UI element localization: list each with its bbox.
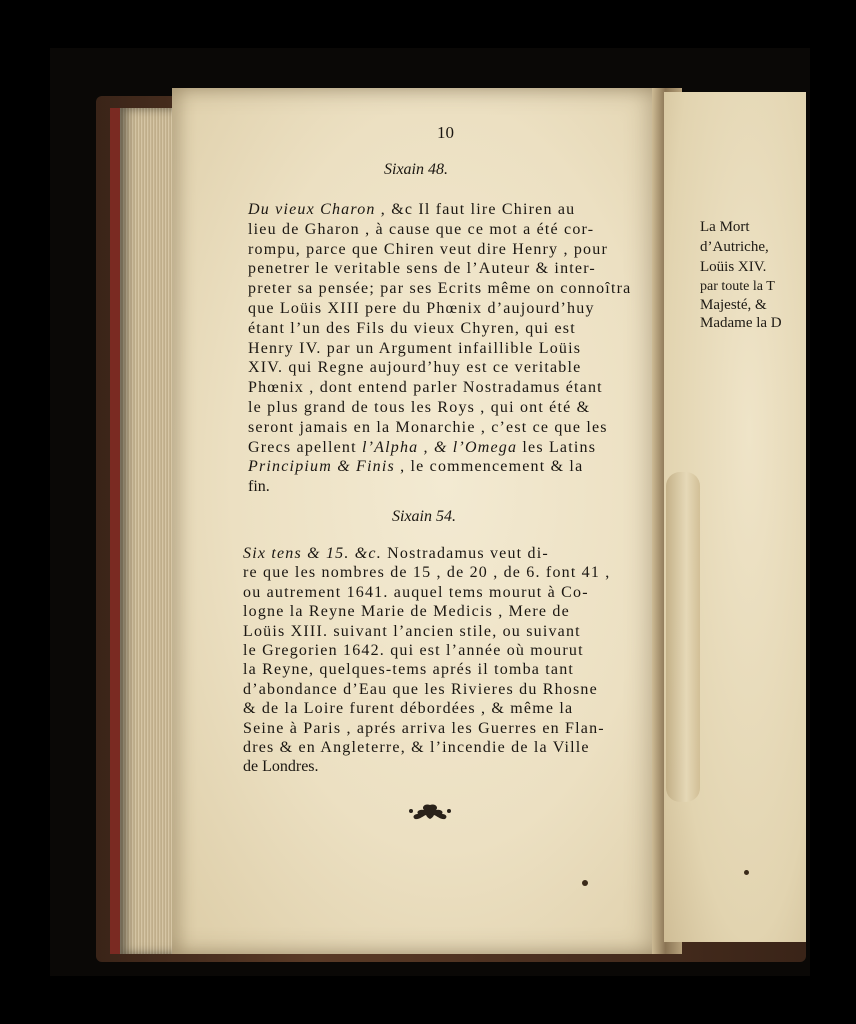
italic-text: Six tens & 15. &c.	[243, 545, 382, 562]
text-line	[243, 721, 605, 737]
text-line	[243, 546, 549, 562]
text-run: logne la Reyne Marie de Medicis , Mere de	[243, 603, 570, 621]
text-run: Loüis XIII. suivant l’ancien stile, ou suivant	[243, 622, 581, 640]
right-page-line: Loüis XIV.	[700, 259, 767, 275]
text-run: fin.	[248, 478, 270, 496]
text-line	[248, 321, 576, 337]
text-run: que Loüis XIII pere du Phœnix d’aujourd’huy	[248, 300, 595, 317]
text-run: ou autrement 1641. auquel tems mourut à Co-	[243, 583, 589, 601]
right-page-line: Madame la D	[700, 315, 782, 331]
text-run: d’abondance d’Eau que les Rivieres du Rhosne	[243, 680, 598, 698]
text-line	[243, 682, 598, 698]
right-page-line: par toute la T	[700, 279, 775, 294]
text-line	[248, 281, 631, 297]
text-line	[248, 360, 581, 376]
text-run: XIV. qui Regne aujourd’huy est ce veritable	[248, 359, 582, 377]
text-run: Seine à Paris , aprés arriva les Guerres en Flan-	[243, 719, 605, 737]
text-run: re que les nombres de 15 , de 20 , de 6. font 41 ,	[243, 564, 611, 582]
text-run: les Latins	[517, 438, 597, 456]
section-heading: Sixain 48.	[384, 161, 448, 178]
text-run: penetrer le veritable sens de l’Auteur & inter-	[248, 260, 596, 278]
text-line	[243, 604, 570, 620]
text-run: dres & en Angleterre, & l’incendie de la Ville	[243, 739, 590, 756]
right-page-line: d’Autriche,	[700, 239, 769, 255]
right-page-line: Majesté, &	[700, 297, 767, 313]
text-run: , le commencement & la	[394, 458, 584, 476]
text-line	[248, 440, 596, 456]
text-line	[248, 400, 590, 416]
text-run: preter sa pensée; par ses Ecrits même on connoîtra	[248, 280, 632, 298]
text-run: Nostradamus veut di-	[381, 545, 549, 562]
text-line	[248, 261, 596, 277]
section-heading: Sixain 54.	[392, 508, 456, 525]
text-run: étant l’un des Fils du vieux Chyren, qui est	[248, 319, 576, 337]
paper-crease	[666, 472, 700, 802]
text-line	[243, 740, 590, 756]
text-run: Phœnix , dont entend parler Nostradamus étant	[248, 379, 603, 397]
text-line	[248, 380, 603, 396]
ink-speck	[744, 870, 749, 875]
text-run: le Gregorien 1642. qui est l’année où mourut	[243, 642, 584, 659]
fleuron-ornament-icon	[407, 801, 453, 823]
text-run: & de la Loire furent débordées , & même la	[243, 700, 574, 718]
text-line	[243, 565, 610, 581]
italic-text: Du vieux Charon	[248, 201, 376, 218]
text-line	[243, 643, 584, 659]
italic-text: Principium & Finis	[248, 458, 395, 476]
text-line	[248, 202, 575, 218]
text-line	[243, 585, 589, 601]
ink-speck	[582, 880, 588, 886]
text-line	[248, 459, 583, 475]
text-line	[248, 301, 595, 317]
text-line	[248, 420, 608, 436]
text-line	[243, 662, 574, 678]
text-run: lieu de Gharon , à cause que ce mot a été cor-	[248, 220, 595, 238]
text-line	[243, 759, 319, 775]
text-line	[243, 701, 573, 717]
text-line	[248, 222, 594, 238]
right-page	[664, 92, 806, 942]
text-line	[248, 341, 581, 357]
text-run: , &c Il faut lire Chiren au	[375, 201, 576, 218]
text-line	[243, 624, 581, 640]
right-page-line: La Mort	[700, 219, 750, 235]
text-line	[248, 242, 608, 258]
text-run: Grecs apellent	[248, 438, 362, 456]
text-run: Henry IV. par un Argument infaillible Loüis	[248, 339, 582, 357]
text-run: rompu, parce que Chiren veut dire Henry , pour	[248, 240, 608, 258]
text-run: la Reyne, quelques-tems aprés il tomba tant	[243, 661, 575, 679]
page-number: 10	[437, 123, 454, 142]
italic-text: l’Alpha , & l’Omega	[361, 438, 518, 456]
text-run: seront jamais en la Monarchie , c’est ce que les	[248, 418, 608, 436]
text-run: de Londres.	[243, 758, 319, 776]
text-run: le plus grand de tous les Roys , qui ont été &	[248, 399, 591, 416]
text-line	[248, 479, 270, 495]
